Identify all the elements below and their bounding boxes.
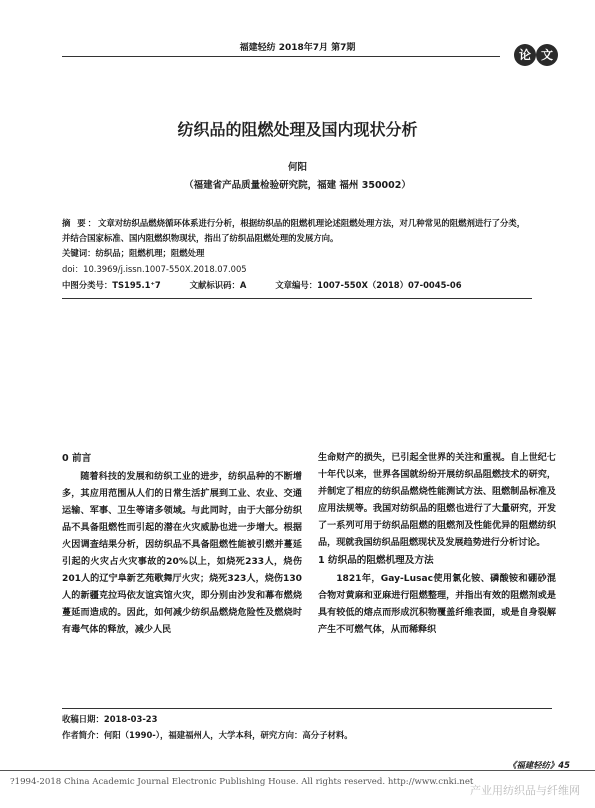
abstract-label: 摘 要： xyxy=(62,218,99,228)
copyright-notice: ?1994-2018 China Academic Journal Electronic Publishing House. All rights reserved. http://www.cnki.net xyxy=(10,777,474,787)
section-heading-mechanism: 1 纺织品的阻燃机理及方法 xyxy=(318,555,434,566)
body-column-right xyxy=(318,450,556,639)
keywords: 关键词：纺织品；阻燃机理；阻燃处理 xyxy=(62,248,205,258)
watermark: 产业用纺织品与纤维网 xyxy=(470,784,580,797)
footnote-rule xyxy=(62,708,552,709)
author-bio: 作者简介：何阳（1990-），福建福州人，大学本科，研究方向：高分子材料。 xyxy=(62,730,353,740)
clc-number: 中图分类号：TS195.1⁺7 xyxy=(62,280,161,290)
footer-rule xyxy=(0,770,595,771)
journal-header: 福建轻纺 2018年7月 第7期 xyxy=(239,43,356,53)
section-badge-lun: 论 xyxy=(514,44,536,66)
abstract xyxy=(62,216,532,246)
classification-line xyxy=(62,279,488,291)
section-heading-intro: 0 前言 xyxy=(62,453,92,464)
paragraph: 生命财产的损失，已引起全世界的关注和重视。自上世纪七十年代以来，世界各国就纷纷开展纺织品阻燃技术的研究，并制定了相应的纺织品燃烧性能测试方法、阻燃制品标准及应用法规等。我国对纺织品的阻燃也进行了大量研究，开发了一系列可用于纺织品阻燃的阻燃剂及性能优异的阻燃纺织品，现就我国纺织品阻燃现状及发展趋势进行分析讨论。 xyxy=(318,453,556,548)
article-title: 纺织品的阻燃处理及国内现状分析 xyxy=(177,120,418,139)
body-column-left xyxy=(62,450,302,639)
page-number: 《福建轻纺》45 xyxy=(508,760,570,770)
header-rule xyxy=(62,56,500,57)
article-number: 文章编号：1007-550X（2018）07-0045-06 xyxy=(275,280,462,290)
section-badge-wen: 文 xyxy=(536,44,558,66)
abstract-text: 文章对纺织品燃烧循环体系进行分析，根据纺织品的阻燃机理论述阻燃处理方法，对几种常见的阻燃剂进行了分类，并结合国家标准、国内阻燃织物现状，指出了纺织品阻燃处理的发展方向。 xyxy=(62,218,526,243)
abstract-rule xyxy=(62,298,532,299)
paragraph: 随着科技的发展和纺织工业的进步，纺织品种的不断增多，其应用范围从人们的日常生活扩展到工业、农业、交通运输、军事、卫生等诸多领域。与此同时，由于大部分纺织品不具备阻燃性而引起的潜在火灾威胁也进一步增大。根据火因调查结果分析，因纺织品不具备阻燃性能被引燃并蔓延引起的火灾占火灾事故的20%以上，如烧死233人，烧伤201人的辽宁阜新艺苑歌舞厅火灾；烧死323人，烧伤130人的新疆克拉玛依友谊宾馆火灾，即分别由沙发和幕布燃烧蔓延而造成的。因此，如何减少纺织品燃烧危险性及燃烧时有毒气体的释放，减少人民 xyxy=(62,472,302,635)
author-name: 何阳 xyxy=(287,162,307,173)
paragraph: 1821年，Gay-Lusac使用氯化铵、磷酸铵和硼砂混合物对黄麻和亚麻进行阻燃整理，并指出有效的阻燃剂或是具有较低的熔点而形成沉积物覆盖纤维表面，或是自身裂解产生不可燃气体，从而稀释织 xyxy=(318,574,556,635)
document-code: 文献标识码：A xyxy=(189,280,247,290)
doi: doi：10.3969/j.issn.1007-550X.2018.07.005 xyxy=(62,264,247,274)
received-date: 收稿日期：2018-03-23 xyxy=(62,714,158,724)
author-affiliation: （福建省产品质量检验研究院，福建 福州 350002） xyxy=(184,180,411,191)
